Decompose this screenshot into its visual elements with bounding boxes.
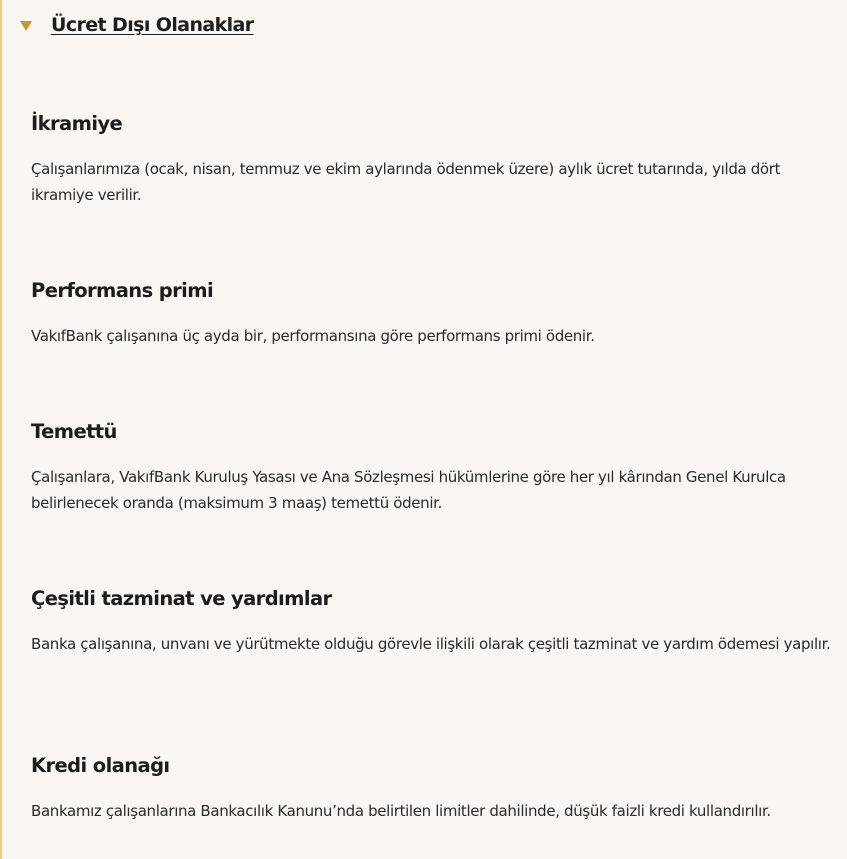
section-title: Performans primi (31, 279, 214, 302)
section-title: İkramiye (31, 112, 123, 135)
section-allowances (31, 587, 831, 657)
section-text: VakıfBank çalışanına üç ayda bir, performansına göre performans primi ödenir. (31, 327, 595, 345)
section-text: Çalışanlarımıza (ocak, nisan, temmuz ve ekim aylarında ödenmek üzere) aylık ücret tutarında, yılda dört ikramiye verilir. (31, 160, 781, 204)
section-title: Çeşitli tazminat ve yardımlar (31, 587, 332, 610)
section-text: Banka çalışanına, unvanı ve yürütmekte olduğu görevle ilişkili olarak çeşitli tazminat ve yardım ödemesi yapılır. (31, 635, 831, 653)
accordion-left-border (0, 0, 2, 859)
section-text: Bankamız çalışanlarına Bankacılık Kanunu’nda belirtilen limitler dahilinde, düşük faizli kredi kullandırılır. (31, 802, 771, 820)
section-title: Kredi olanağı (31, 754, 170, 777)
section-title: Temettü (31, 420, 117, 443)
section-bonus (31, 112, 831, 208)
section-credit (31, 754, 831, 824)
caret-down-icon (20, 21, 32, 31)
accordion-title[interactable]: Ücret Dışı Olanaklar (51, 14, 254, 36)
section-dividend (31, 420, 831, 516)
section-text: Çalışanlara, VakıfBank Kuruluş Yasası ve Ana Sözleşmesi hükümlerine göre her yıl kârından Genel Kurulca belirlenecek oranda (maksimum 3 maaş) temettü ödenir. (31, 468, 786, 512)
section-performance-bonus (31, 279, 831, 349)
accordion-toggle[interactable] (20, 10, 254, 40)
